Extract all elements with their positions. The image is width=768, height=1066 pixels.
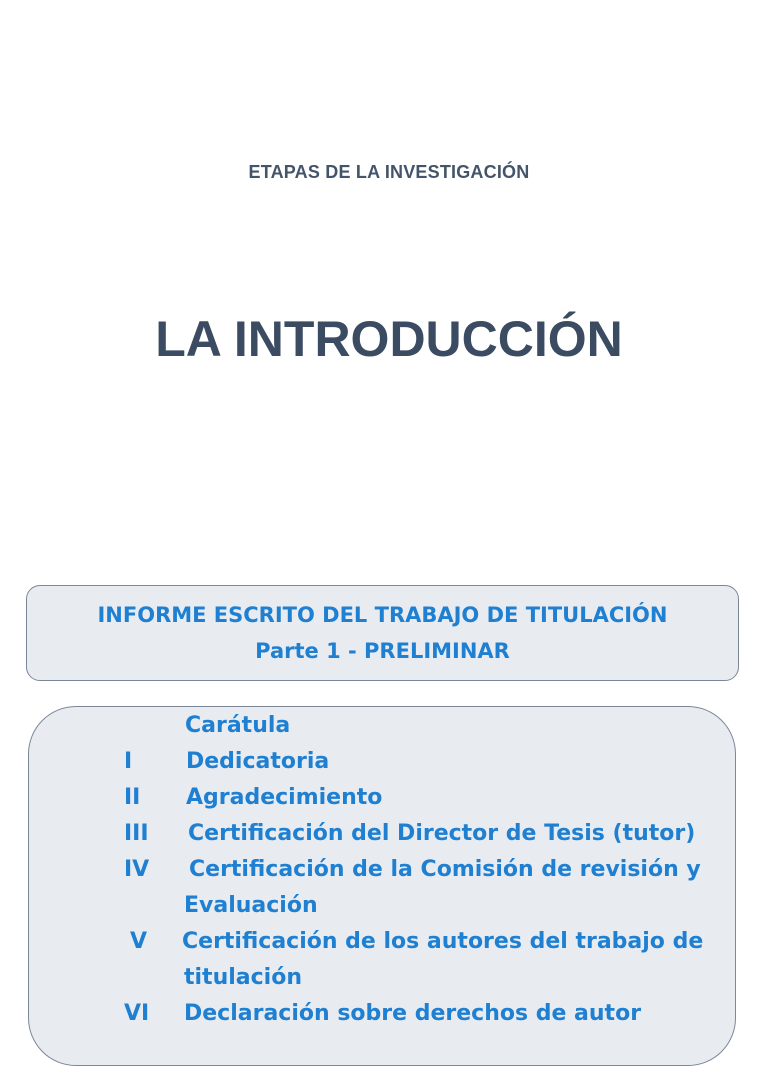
- list-item-numeral: VI: [124, 1001, 150, 1026]
- list-item-numeral: V: [130, 929, 148, 954]
- list-item-numeral: II: [124, 785, 141, 810]
- contents-list: [28, 706, 736, 1066]
- list-item-numeral: III: [124, 821, 149, 846]
- slide-kicker: ETAPAS DE LA INVESTIGACIÓN: [248, 162, 530, 182]
- list-item-text: Certificación de los autores del trabajo de: [182, 929, 704, 954]
- list-item-text: Carátula: [185, 713, 291, 738]
- list-item-text: Dedicatoria: [186, 749, 330, 774]
- slide-title: LA INTRODUCCIÓN: [155, 311, 623, 367]
- list-item-numeral: I: [124, 749, 133, 774]
- list-item-text: Certificación del Director de Tesis (tutor): [188, 821, 696, 846]
- list-item-numeral: IV: [124, 857, 150, 882]
- banner-subheading: Parte 1 - PRELIMINAR: [255, 639, 510, 663]
- list-item-text: titulación: [184, 965, 302, 990]
- list-item-text: Certificación de la Comisión de revisión y: [189, 857, 701, 882]
- banner-heading: INFORME ESCRITO DEL TRABAJO DE TITULACIÓN: [97, 603, 668, 627]
- section-banner: [26, 585, 739, 681]
- list-item-text: Agradecimiento: [186, 785, 383, 810]
- list-item-text: Declaración sobre derechos de autor: [184, 1001, 642, 1026]
- list-item-text: Evaluación: [184, 893, 318, 918]
